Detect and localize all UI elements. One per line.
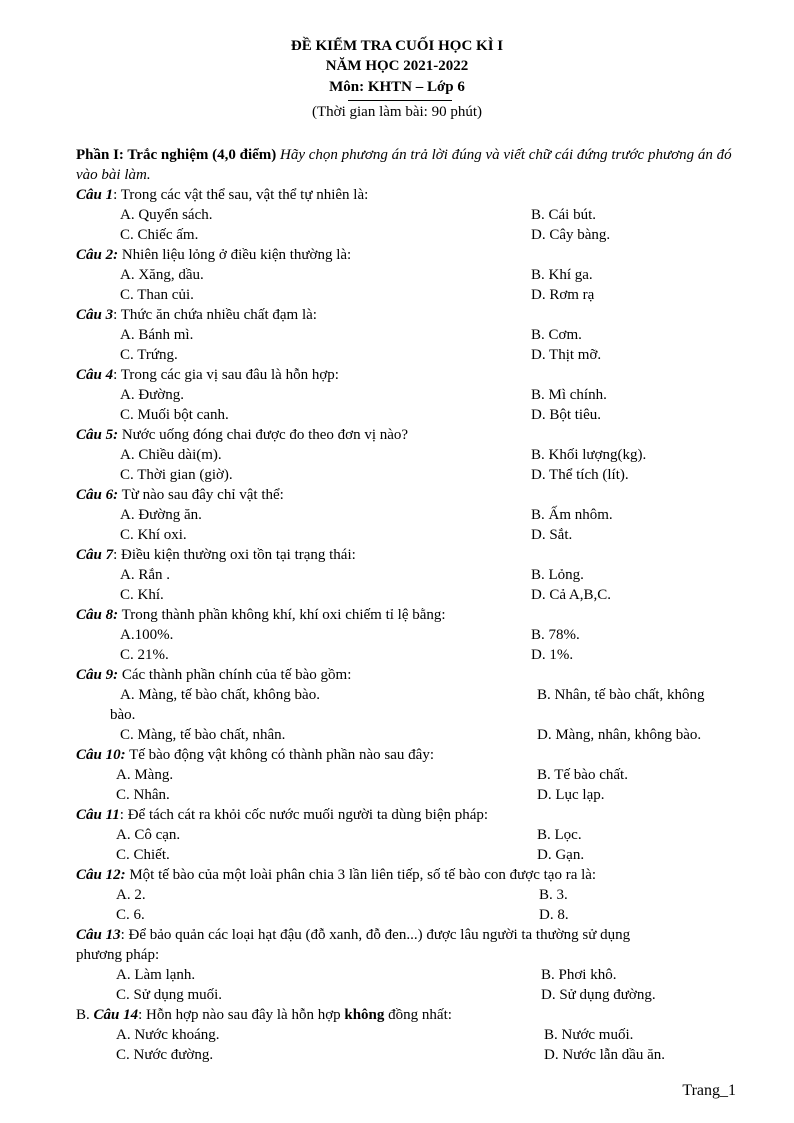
answer-option: B. Lỏng. <box>531 567 584 583</box>
answer-option: B. Khối lượng(kg). <box>531 447 647 463</box>
options-row <box>76 565 756 585</box>
answer-option: B. Cơm. <box>531 327 582 343</box>
question-label: Câu 12: <box>76 867 126 883</box>
question-label: Câu 6: <box>76 487 119 503</box>
options-row <box>76 845 756 865</box>
question-text: Tế bào động vật không có thành phần nào sau đây: <box>125 747 434 763</box>
options-row <box>76 585 756 605</box>
answer-option: C. Khí oxi. <box>120 527 187 543</box>
school-year: NĂM HỌC 2021-2022 <box>325 58 469 74</box>
answer-option: C. Chiết. <box>116 847 170 863</box>
answer-option: A. 2. <box>116 887 146 903</box>
question-label: Câu 13 <box>76 927 121 943</box>
answer-option: A. Đường. <box>120 387 184 403</box>
answer-option: C. Màng, tế bào chất, nhân. <box>120 727 286 743</box>
answer-option: D. 8. <box>539 907 569 923</box>
question-text: Các thành phần chính của tế bào gồm: <box>118 667 352 683</box>
answer-option: D. Lục lạp. <box>537 787 605 803</box>
options-row <box>76 645 756 665</box>
answer-option: C. Nước đường. <box>116 1047 214 1063</box>
question-11 <box>76 805 756 825</box>
answer-option: C. Muối bột canh. <box>120 407 229 423</box>
part-instruction <box>76 145 746 185</box>
options-row <box>76 785 756 805</box>
answer-option: D. Nước lẫn dầu ăn. <box>544 1047 666 1063</box>
options-row <box>76 1045 756 1065</box>
question-label: Câu 5: <box>76 427 119 443</box>
options-row <box>76 965 756 985</box>
question-text: Từ nào sau đây chỉ vật thể: <box>118 487 284 503</box>
answer-option: B. Nhân, tế bào chất, không <box>537 687 705 703</box>
question-label: Câu 8: <box>76 607 119 623</box>
exam-title: ĐỀ KIỂM TRA CUỐI HỌC KÌ I <box>290 38 504 54</box>
question-text-continued: phương pháp: <box>76 947 160 963</box>
answer-option: C. Sử dụng muối. <box>116 987 223 1003</box>
subject: Môn: KHTN – Lớp 6 <box>329 79 465 95</box>
options-row <box>76 265 756 285</box>
answer-option: C. Thời gian (giờ). <box>120 467 233 483</box>
question-13 <box>76 925 756 945</box>
question-label: Câu 10: <box>76 747 126 763</box>
options-row <box>76 285 756 305</box>
answer-option: C. Nhân. <box>116 787 170 803</box>
options-row <box>76 225 756 245</box>
answer-option: A.100%. <box>120 627 174 643</box>
question-emphasis: không <box>344 1007 385 1023</box>
answer-option: A. Màng, tế bào chất, không bào. <box>120 687 320 703</box>
options-row <box>76 685 756 705</box>
question-5 <box>76 425 756 445</box>
options-row <box>76 765 756 785</box>
question-prefix: B. <box>76 1007 94 1023</box>
part-text: Hãy chọn phương án trả lời đúng và viết chữ cái đứng trước phương án đó vào bài làm. <box>76 147 732 183</box>
question-2 <box>76 245 756 265</box>
answer-option: A. Đường ăn. <box>120 507 202 523</box>
answer-option: D. Sử dụng đường. <box>541 987 656 1003</box>
answer-option: B. Lọc. <box>537 827 582 843</box>
question-4 <box>76 365 756 385</box>
answer-option: A. Cô cạn. <box>116 827 181 843</box>
answer-option: D. Cây bàng. <box>531 227 611 243</box>
answer-option: D. Bột tiêu. <box>531 407 601 423</box>
options-row <box>76 345 756 365</box>
options-row <box>76 325 756 345</box>
options-row <box>76 445 756 465</box>
options-row <box>76 1025 756 1045</box>
exam-time: (Thời gian làm bài: 90 phút) <box>312 104 482 120</box>
answer-option: C. Chiếc ấm. <box>120 227 199 243</box>
answer-option: A. Màng. <box>116 767 174 783</box>
options-row <box>76 405 756 425</box>
question-text: : Thức ăn chứa nhiều chất đạm là: <box>113 307 317 323</box>
question-text: : Để tách cát ra khỏi cốc nước muối người ta dùng biện pháp: <box>119 807 489 823</box>
question-label: Câu 9: <box>76 667 119 683</box>
options-row <box>76 385 756 405</box>
question-text: Nhiên liệu lỏng ở điều kiện thường là: <box>118 247 352 263</box>
answer-option: D. Thể tích (lít). <box>531 467 629 483</box>
options-row <box>76 725 756 745</box>
question-1 <box>76 185 756 205</box>
answer-option: C. Trứng. <box>120 347 178 363</box>
answer-option: B. 78%. <box>531 627 580 643</box>
answer-option: D. Rơm rạ <box>531 287 595 303</box>
answer-option: C. 21%. <box>120 647 169 663</box>
question-label: Câu 3 <box>76 307 114 323</box>
options-row <box>76 885 756 905</box>
options-row <box>76 825 756 845</box>
page-number: Trang_1 <box>682 1082 736 1099</box>
answer-option: A. Bánh mì. <box>120 327 194 343</box>
answer-option: A. Chiều dài(m). <box>120 447 222 463</box>
options-row <box>76 905 756 925</box>
options-row <box>76 625 756 645</box>
question-label: Câu 2: <box>76 247 119 263</box>
answer-option: D. Cả A,B,C. <box>531 587 612 603</box>
question-label: Câu 1 <box>76 187 114 203</box>
answer-option: B. Phơi khô. <box>541 967 617 983</box>
answer-option: B. Nước muối. <box>544 1027 634 1043</box>
question-text: : Để bảo quản các loại hạt đậu (đỗ xanh, đỗ đen...) được lâu người ta thường sử dụng <box>120 927 631 943</box>
question-12 <box>76 865 756 885</box>
answer-option: C. Khí. <box>120 587 164 603</box>
question-14 <box>76 1005 756 1025</box>
answer-option: B. Mì chính. <box>531 387 607 403</box>
question-text: Một tế bào của một loài phân chia 3 lần liên tiếp, số tế bào con được tạo ra là: <box>125 867 597 883</box>
options-row <box>76 525 756 545</box>
question-label: Câu 7 <box>76 547 114 563</box>
question-text: : Trong các gia vị sau đâu là hỗn hợp: <box>113 367 339 383</box>
question-text: : Trong các vật thể sau, vật thể tự nhiên là: <box>113 187 369 203</box>
question-text: : Điều kiện thường oxi tồn tại trạng thái: <box>113 547 356 563</box>
options-row <box>76 205 756 225</box>
question-text: Nước uống đóng chai được đo theo đơn vị nào? <box>118 427 409 443</box>
answer-option: A. Nước khoáng. <box>116 1027 220 1043</box>
question-9 <box>76 665 756 685</box>
answer-option: B. Cái bút. <box>531 207 597 223</box>
question-10 <box>76 745 756 765</box>
answer-option: B. Khí ga. <box>531 267 593 283</box>
option-continuation: bào. <box>110 707 136 723</box>
answer-option: A. Rắn . <box>120 567 170 583</box>
options-row <box>76 465 756 485</box>
answer-option: D. Màng, nhân, không bào. <box>537 727 702 743</box>
answer-option: A. Làm lạnh. <box>116 967 196 983</box>
question-8 <box>76 605 756 625</box>
answer-option: D. Thịt mỡ. <box>531 347 602 363</box>
question-text-end: đồng nhất: <box>384 1007 452 1023</box>
answer-option: C. Than củi. <box>120 287 194 303</box>
answer-option: D. 1%. <box>531 647 574 663</box>
question-6 <box>76 485 756 505</box>
options-row <box>76 985 756 1005</box>
question-7 <box>76 545 756 565</box>
options-row <box>76 505 756 525</box>
subject-underline <box>348 100 452 101</box>
question-label: Câu 14 <box>93 1007 139 1023</box>
question-3 <box>76 305 756 325</box>
part-label: Phần I: Trắc nghiệm (4,0 điểm) <box>76 147 277 163</box>
question-text: Trong thành phần không khí, khí oxi chiếm tỉ lệ bằng: <box>118 607 446 623</box>
question-label: Câu 11 <box>76 807 120 823</box>
answer-option: B. Ấm nhôm. <box>531 507 613 523</box>
answer-option: B. Tế bào chất. <box>537 767 628 783</box>
answer-option: B. 3. <box>539 887 568 903</box>
answer-option: D. Sắt. <box>531 527 573 543</box>
answer-option: A. Quyển sách. <box>120 207 213 223</box>
answer-option: C. 6. <box>116 907 145 923</box>
question-text: : Hỗn hợp nào sau đây là hỗn hợp <box>138 1007 345 1023</box>
question-list <box>76 185 756 1065</box>
question-label: Câu 4 <box>76 367 114 383</box>
answer-option: A. Xăng, dầu. <box>120 267 204 283</box>
answer-option: D. Gạn. <box>537 847 585 863</box>
